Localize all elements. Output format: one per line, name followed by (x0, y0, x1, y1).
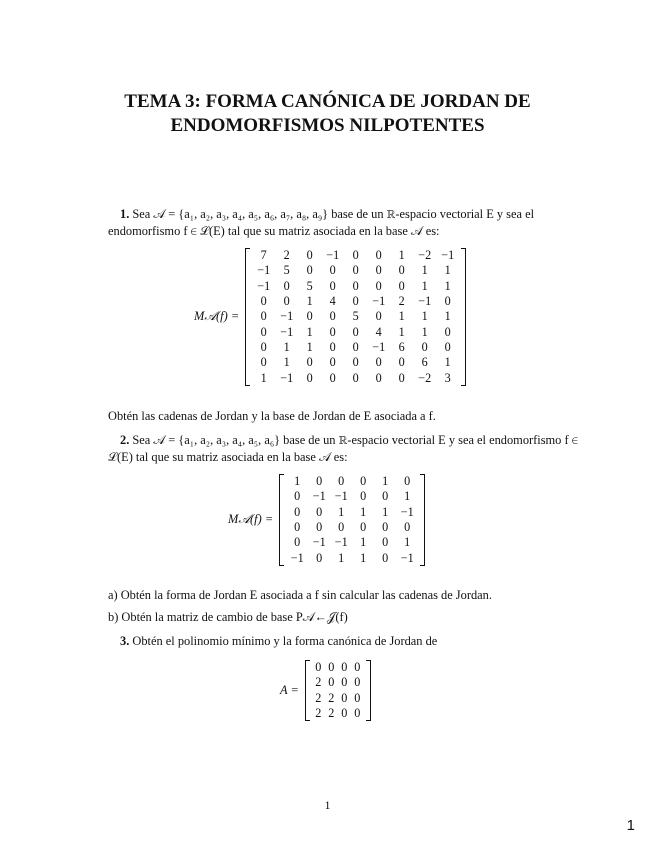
matrix-cell: 1 (306, 294, 313, 309)
matrix-cell: −1 (441, 248, 455, 263)
matrix-cell: 2 (283, 248, 290, 263)
matrix-cell: 6 (421, 355, 428, 370)
matrix-cell: 5 (306, 278, 313, 293)
matrix-cell: −1 (257, 263, 271, 278)
matrix-cell: 0 (283, 294, 290, 309)
matrix-cell: −1 (257, 278, 271, 293)
matrix-cell: 0 (294, 504, 301, 519)
matrix-cell: 0 (352, 370, 359, 385)
matrix-cell: 0 (398, 263, 405, 278)
matrix-cell: 0 (360, 489, 367, 504)
matrix-cell: 0 (329, 263, 336, 278)
matrix-row (286, 505, 418, 520)
matrix-cell: 0 (352, 355, 359, 370)
matrix-cell: 1 (421, 263, 428, 278)
matrix-cell: 2 (315, 690, 322, 705)
matrix-cell: 1 (294, 474, 301, 489)
matrix-cell: 0 (260, 309, 267, 324)
matrix-row (252, 279, 459, 294)
matrix-cell: 0 (316, 550, 323, 565)
exercise-2-equation (228, 474, 425, 566)
matrix-cell: 0 (316, 504, 323, 519)
matrix-cell: 0 (352, 339, 359, 354)
matrix-cell: 1 (306, 339, 313, 354)
matrix-cell: −1 (312, 535, 326, 550)
matrix-cell: 1 (404, 535, 411, 550)
matrix-cell: −2 (418, 370, 432, 385)
matrix-cell: 1 (444, 278, 451, 293)
exercise-3-equation (280, 660, 371, 721)
matrix-cell: 0 (444, 324, 451, 339)
matrix-cell: 0 (306, 309, 313, 324)
matrix-row (286, 550, 418, 565)
matrix-cell: −1 (418, 294, 432, 309)
matrix-cell: 0 (338, 474, 345, 489)
matrix-cell: 2 (315, 675, 322, 690)
matrix-row (252, 248, 459, 263)
matrix-cell: 0 (329, 324, 336, 339)
matrix-cell: 0 (360, 520, 367, 535)
exercise-1-lhs: M𝒜(f) = (194, 309, 240, 324)
matrix-cell: 0 (354, 706, 361, 721)
matrix-cell: 1 (360, 504, 367, 519)
matrix-cell: −1 (400, 504, 414, 519)
matrix-cell: 0 (260, 324, 267, 339)
matrix-cell: 0 (306, 263, 313, 278)
matrix-cell: 1 (338, 504, 345, 519)
exercise-3-intro (108, 633, 580, 650)
matrix-cell: 0 (316, 520, 323, 535)
matrix-cell: 7 (260, 248, 267, 263)
matrix-cell: 0 (329, 278, 336, 293)
matrix-row (312, 675, 364, 690)
matrix-row (252, 340, 459, 355)
matrix-cell: 0 (360, 474, 367, 489)
matrix-cell: 0 (398, 355, 405, 370)
matrix-cell: 0 (404, 474, 411, 489)
matrix-cell: 0 (260, 355, 267, 370)
matrix-cell: 0 (444, 294, 451, 309)
matrix-cell: −1 (280, 370, 294, 385)
matrix-cell: 0 (306, 248, 313, 263)
matrix-cell: 1 (360, 535, 367, 550)
exercise-2-item-b: b) Obtén la matriz de cambio de base P𝒜←𝒥(f) (108, 610, 348, 624)
matrix-cell: −1 (312, 489, 326, 504)
matrix-cell: 0 (315, 660, 322, 675)
matrix-row (252, 309, 459, 324)
matrix-cell: 1 (306, 324, 313, 339)
matrix-cell: 2 (328, 690, 335, 705)
matrix-cell: 1 (421, 324, 428, 339)
exercise-2-number: 2. (120, 433, 130, 447)
matrix-cell: 5 (352, 309, 359, 324)
matrix-cell: 0 (354, 660, 361, 675)
matrix-cell: 6 (398, 339, 405, 354)
exercise-2-matrix-table (286, 474, 418, 566)
matrix-cell: 0 (444, 339, 451, 354)
exercise-1-text: Sea 𝒜 = {a₁, a₂, a₃, a₄, a₅, a₆, a₇, a₈, a₉} base de un ℝ-espacio vectorial E y sea el endomorfismo f ∈ ℒ(E) tal que su matriz asociada en la base 𝒜 es: (108, 207, 535, 238)
matrix-cell: 1 (398, 309, 405, 324)
exercise-2-item-a: a) Obtén la forma de Jordan E asociada a f sin calcular las cadenas de Jordan. (108, 588, 492, 602)
matrix-row (312, 706, 364, 721)
matrix-cell: 0 (352, 324, 359, 339)
matrix-row (286, 489, 418, 504)
exercise-2-text: Sea 𝒜 = {a₁, a₂, a₃, a₄, a₅, a₆} base de un ℝ-espacio vectorial E y sea el endomorfismo f ∈ ℒ(E) tal que su matriz asociada en la base 𝒜 es: (108, 433, 578, 464)
matrix-row (312, 660, 364, 675)
exercise-2-intro (108, 432, 580, 466)
matrix-cell: 1 (360, 550, 367, 565)
matrix-row (252, 294, 459, 309)
matrix-cell: 0 (329, 355, 336, 370)
matrix-cell: 2 (398, 294, 405, 309)
matrix-cell: 0 (306, 355, 313, 370)
matrix-cell: −1 (334, 489, 348, 504)
matrix-row (252, 355, 459, 370)
matrix-row (252, 324, 459, 339)
matrix-cell: −1 (334, 535, 348, 550)
matrix-cell: 0 (352, 248, 359, 263)
matrix-cell: 0 (354, 675, 361, 690)
matrix-cell: 1 (338, 550, 345, 565)
exercise-1-number: 1. (120, 207, 130, 221)
matrix-cell: 1 (404, 489, 411, 504)
matrix-cell: 0 (375, 278, 382, 293)
matrix-cell: 0 (375, 355, 382, 370)
matrix-cell: 1 (398, 324, 405, 339)
matrix-cell: 4 (375, 324, 382, 339)
matrix-cell: 0 (375, 248, 382, 263)
exercise-1-matrix (245, 248, 466, 386)
exercise-3-matrix (305, 660, 371, 721)
matrix-cell: 5 (283, 263, 290, 278)
page-number: 1 (324, 798, 331, 812)
exercise-1-matrix-table (252, 248, 459, 386)
matrix-cell: 1 (398, 248, 405, 263)
matrix-cell: 4 (329, 294, 336, 309)
matrix-row (312, 691, 364, 706)
matrix-cell: 0 (260, 339, 267, 354)
matrix-cell: 0 (294, 535, 301, 550)
matrix-cell: −1 (280, 324, 294, 339)
matrix-cell: 0 (382, 550, 389, 565)
exercise-1-question: Obtén las cadenas de Jordan y la base de Jordan de E asociada a f. (108, 409, 436, 423)
matrix-cell: 0 (306, 370, 313, 385)
matrix-cell: 0 (375, 263, 382, 278)
matrix-cell: 1 (444, 355, 451, 370)
matrix-cell: 0 (341, 675, 348, 690)
matrix-cell: 1 (260, 370, 267, 385)
matrix-cell: 0 (398, 278, 405, 293)
matrix-cell: 0 (382, 489, 389, 504)
matrix-cell: 0 (341, 690, 348, 705)
matrix-row (286, 474, 418, 489)
matrix-cell: 0 (328, 675, 335, 690)
matrix-cell: 0 (382, 535, 389, 550)
matrix-cell: 0 (352, 263, 359, 278)
matrix-cell: 0 (260, 294, 267, 309)
matrix-row (286, 520, 418, 535)
matrix-cell: 0 (382, 520, 389, 535)
title-line-2: ENDOMORFISMOS NILPOTENTES (170, 115, 485, 136)
matrix-cell: 0 (375, 309, 382, 324)
matrix-cell: 1 (444, 309, 451, 324)
matrix-cell: −1 (400, 550, 414, 565)
title-line-1: TEMA 3: FORMA CANÓNICA DE JORDAN DE (124, 91, 531, 112)
exercise-3-text: Obtén el polinomio mínimo y la forma canónica de Jordan de (132, 634, 438, 648)
matrix-cell: −1 (290, 550, 304, 565)
exercise-3-number: 3. (120, 634, 130, 648)
matrix-cell: −1 (326, 248, 340, 263)
matrix-cell: 0 (354, 690, 361, 705)
exercise-3-lhs: A = (280, 683, 299, 698)
matrix-cell: 2 (328, 706, 335, 721)
matrix-cell: 0 (338, 520, 345, 535)
matrix-cell: 0 (283, 278, 290, 293)
matrix-cell: 0 (398, 370, 405, 385)
matrix-cell: 1 (421, 309, 428, 324)
matrix-cell: 0 (352, 294, 359, 309)
matrix-cell: 2 (315, 706, 322, 721)
matrix-cell: 1 (382, 504, 389, 519)
exercise-2-lhs: M𝒜(f) = (228, 512, 274, 527)
matrix-cell: 0 (375, 370, 382, 385)
matrix-cell: 0 (404, 520, 411, 535)
matrix-cell: 0 (329, 370, 336, 385)
matrix-cell: −1 (372, 339, 386, 354)
matrix-cell: −1 (280, 309, 294, 324)
matrix-cell: 0 (294, 489, 301, 504)
exercise-1-intro (108, 206, 580, 240)
exercise-3-matrix-table (312, 660, 364, 721)
matrix-cell: 0 (341, 706, 348, 721)
matrix-cell: 0 (328, 660, 335, 675)
matrix-cell: 0 (294, 520, 301, 535)
matrix-cell: 1 (283, 355, 290, 370)
matrix-cell: −1 (372, 294, 386, 309)
matrix-row (286, 535, 418, 550)
matrix-cell: 1 (283, 339, 290, 354)
matrix-cell: 0 (329, 309, 336, 324)
exercise-2-matrix (279, 474, 425, 566)
matrix-row (252, 263, 459, 278)
matrix-cell: 3 (444, 370, 451, 385)
corner-page-number: 1 (626, 817, 635, 834)
matrix-cell: 1 (421, 278, 428, 293)
matrix-cell: 0 (352, 278, 359, 293)
matrix-row (252, 370, 459, 385)
matrix-cell: 1 (444, 263, 451, 278)
matrix-cell: 1 (382, 474, 389, 489)
document-title (0, 90, 655, 138)
matrix-cell: −2 (418, 248, 432, 263)
matrix-cell: 0 (341, 660, 348, 675)
matrix-cell: 0 (329, 339, 336, 354)
matrix-cell: 0 (316, 474, 323, 489)
matrix-cell: 0 (421, 339, 428, 354)
exercise-1-equation (194, 248, 466, 386)
